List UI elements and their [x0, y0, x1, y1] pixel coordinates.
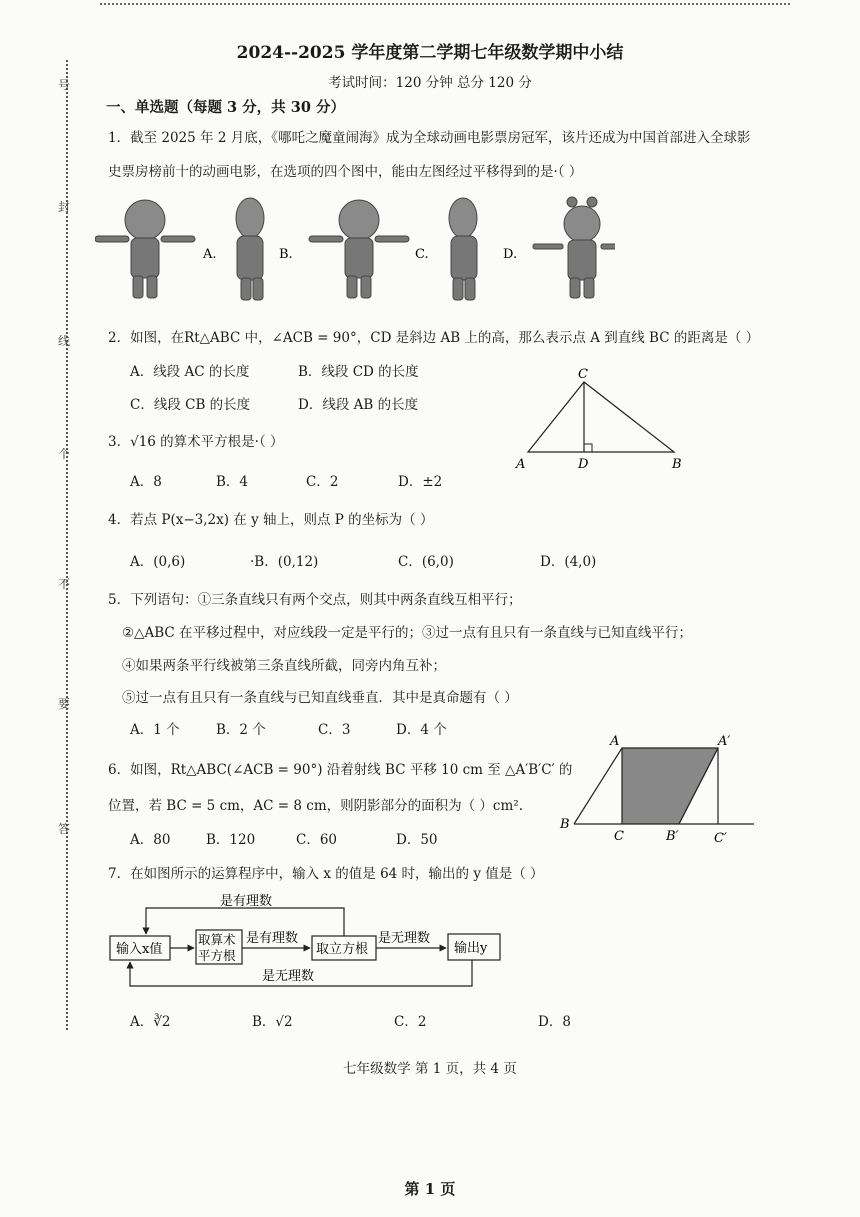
q6-option-c: C．60	[296, 832, 338, 848]
q5-option-c: C．3	[318, 722, 351, 738]
q2-label-d: D	[578, 457, 589, 472]
nezha-option-b-image	[236, 198, 264, 300]
q1-label-b: B.	[279, 247, 293, 262]
q6-label-c-prime: C′	[714, 831, 727, 846]
q1-label-c: C.	[415, 247, 429, 262]
q6-label-a-prime: A′	[718, 734, 731, 749]
q7-option-b: B．√2	[252, 1014, 293, 1030]
q4-option-c: C．(6,0)	[398, 554, 454, 570]
nezha-option-c-image	[309, 200, 409, 298]
q6-translation-figure	[554, 730, 774, 850]
flow-sqrt-line2: 平方根	[198, 948, 236, 963]
q1-label-a: A.	[203, 247, 217, 262]
binding-mark-4: 个	[58, 447, 71, 461]
q3-option-b: B．4	[216, 474, 249, 490]
q4-option-b: ·B．(0,12)	[250, 554, 319, 570]
binding-mark-6: 要	[58, 697, 71, 711]
q5-line3: ④如果两条平行线被第三条直线所截，同旁内角互补；	[122, 658, 446, 674]
q5-option-b: B．2 个	[216, 722, 266, 738]
q7-option-d: D．8	[538, 1014, 571, 1030]
q6-label-b-prime: B′	[666, 829, 679, 844]
q1-figures	[95, 194, 615, 306]
q7-option-a: A．∛2	[130, 1014, 171, 1030]
flow-label-rational-top: 是有理数	[220, 894, 273, 909]
q7-stem: 7．在如图所示的运算程序中，输入 x 的值是 64 时，输出的 y 值是（ ）	[108, 866, 544, 882]
q4-stem: 4．若点 P(x−3,2x) 在 y 轴上，则点 P 的坐标为（ ）	[108, 512, 434, 528]
flow-input-box: 输入x值	[116, 942, 163, 957]
q5-option-d: D．4 个	[396, 722, 447, 738]
q2-option-d: D．线段 AB 的长度	[298, 397, 419, 413]
q2-option-a: A．线段 AC 的长度	[130, 364, 250, 380]
q2-stem: 2．如图，在Rt△ABC 中，∠ACB = 90°，CD 是斜边 AB 上的高，那么表示点 A 到直线 BC 的距离是（ ）	[108, 330, 760, 346]
q2-option-b: B．线段 CD 的长度	[298, 364, 419, 380]
flow-label-irrational-2: 是无理数	[262, 969, 315, 984]
q6-option-a: A．80	[130, 832, 171, 848]
exam-info: 考试时间：120 分钟 总分 120 分	[328, 75, 532, 91]
flow-label-rational-mid: 是有理数	[246, 931, 299, 946]
q2-label-a: A	[516, 457, 526, 472]
binding-mark-3: 线	[58, 334, 71, 348]
binding-mark-1: 号	[58, 78, 71, 92]
q6-option-b: B．120	[206, 832, 256, 848]
page-number: 第 1 页	[404, 1180, 456, 1198]
binding-mark-7: 答	[58, 822, 71, 836]
q6-line2: 位置，若 BC = 5 cm，AC = 8 cm，则阴影部分的面积为（ ）cm².	[108, 798, 523, 814]
q7-flowchart	[100, 886, 520, 998]
page-footer: 七年级数学 第 1 页，共 4 页	[343, 1061, 517, 1077]
q1-line1: 1．截至 2025 年 2 月底，《哪吒之魔童闹海》成为全球动画电影票房冠军，该片还成为中国首部进入全球影	[108, 130, 751, 146]
q4-option-a: A．(0,6)	[130, 554, 186, 570]
q6-label-b: B	[560, 817, 570, 832]
q1-label-d: D.	[503, 247, 518, 262]
flow-cube-box: 取立方根	[316, 942, 369, 957]
q5-line2: ②△ABC 在平移过程中，对应线段一定是平行的；③过一点有且只有一条直线与已知直线平行；	[122, 625, 693, 641]
q5-line4: ⑤过一点有且只有一条直线与已知直线垂直．其中是真命题有（ ）	[122, 690, 518, 706]
q4-option-d: D．(4,0)	[540, 554, 597, 570]
q3-option-d: D．±2	[398, 474, 443, 490]
page-title: 2024--2025 学年度第二学期七年级数学期中小结	[236, 43, 624, 63]
q2-label-b: B	[672, 457, 682, 472]
q5-option-a: A．1 个	[130, 722, 180, 738]
q3-option-c: C．2	[306, 474, 339, 490]
top-dashed-border	[100, 3, 790, 5]
q3-option-a: A．8	[130, 474, 162, 490]
q6-option-d: D．50	[396, 832, 438, 848]
q6-line1: 6．如图，Rt△ABC(∠ACB = 90°) 沿着射线 BC 平移 10 cm 至 △A′B′C′ 的	[108, 762, 573, 778]
q6-label-c: C	[614, 829, 624, 844]
q5-line1: 5．下列语句：①三条直线只有两个交点，则其中两条直线互相平行；	[108, 592, 522, 608]
q2-label-c: C	[578, 367, 588, 382]
q6-label-a: A	[610, 734, 620, 749]
nezha-original-image	[95, 200, 195, 298]
flow-label-irrational-1: 是无理数	[378, 931, 431, 946]
flow-output-box: 输出y	[454, 941, 488, 956]
q2-option-c: C．线段 CB 的长度	[130, 397, 251, 413]
nezha-option-e-image	[533, 197, 615, 298]
binding-mark-5: 不	[58, 577, 71, 591]
q1-line2: 史票房榜前十的动画电影，在选项的四个图中，能由左图经过平移得到的是·（ ）	[108, 164, 583, 180]
binding-mark-2: 封	[58, 200, 71, 214]
q2-triangle-figure	[508, 362, 708, 474]
q3-stem: 3．√16 的算术平方根是·（ ）	[108, 434, 284, 450]
flow-sqrt-line1: 取算术	[198, 932, 236, 947]
q7-option-c: C．2	[394, 1014, 427, 1030]
section-heading: 一、单选题（每题 3 分，共 30 分）	[106, 99, 345, 116]
nezha-option-d-image	[449, 198, 477, 300]
